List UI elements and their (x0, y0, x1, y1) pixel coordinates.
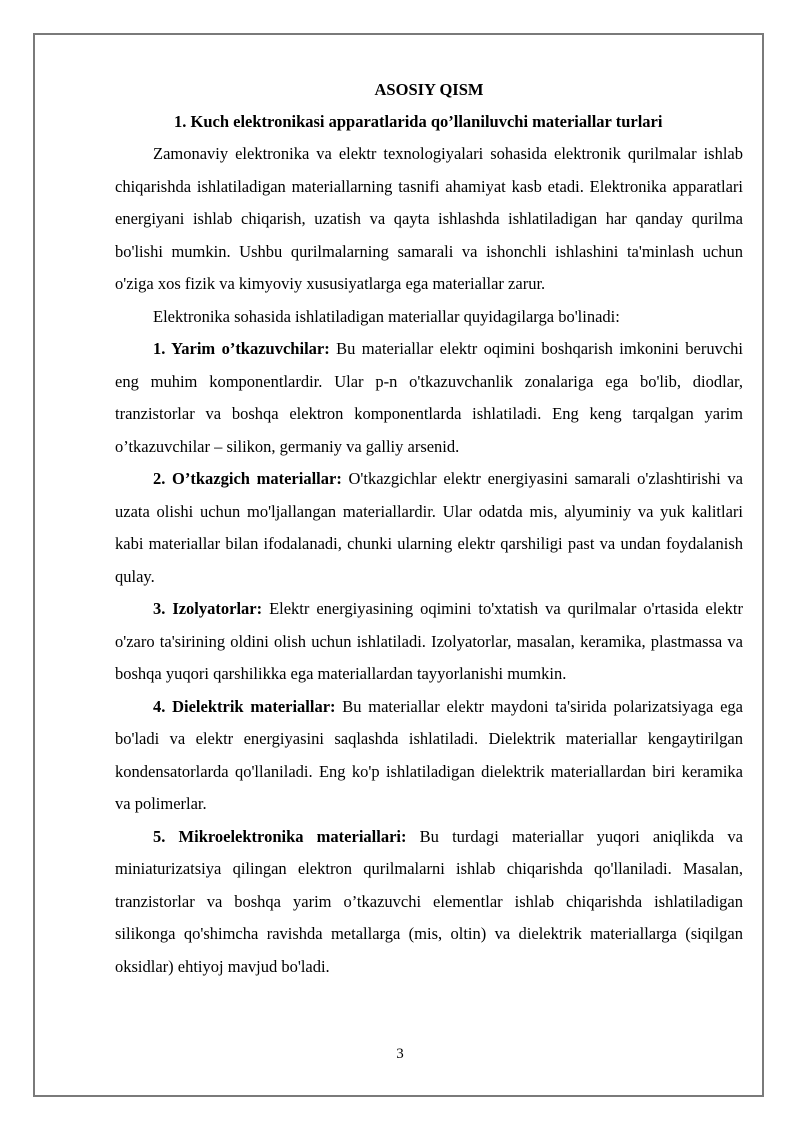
paragraph-lead: 1. Yarim o’tkazuvchilar: (153, 339, 330, 358)
paragraph-microelectronics (115, 821, 743, 984)
section-title: 1. Kuch elektronikasi apparatlarida qo’llaniluvchi materiallar turlari (174, 112, 663, 131)
paragraph-text: Zamonaviy elektronika va elektr texnologiyalari sohasida elektronik qurilmalar ishlab chiqarishda ishlatiladigan materiallarning tasnifi ahamiyat kasb etadi. Elektronika apparatlari energiyani ishlab chiqarish, uzatish va qayta ishlashda ishlatiladigan har qanday qurilma bo'lishi mumkin. Ushbu qurilmalarning samarali va ishonchli ishlashini ta'minlash uchun o'ziga xos fizik va kimyoviy xususiyatlarga ega materiallar zarur. (115, 144, 743, 293)
paragraph-dielectrics (115, 691, 743, 821)
document-body (115, 74, 743, 983)
paragraph-lead: 5. Mikroelektronika materiallari: (153, 826, 407, 846)
paragraph-text: Bu materiallar elektr maydoni ta'sirida polarizatsiyaga ega bo'ladi va elektr energiyasini saqlashda ishlatiladi. Dielektrik materiallar kengaytirilgan kondensatorlarda qo'llaniladi. Eng ko'p ishlatiladigan dielektrik materiallardan biri keramika va polimerlar. (115, 696, 743, 813)
paragraph-lead: 2. O’tkazgich materiallar: (153, 469, 342, 488)
paragraph-text: Elektr energiyasining oqimini to'xtatish va qurilmalar o'rtasida elektr o'zaro ta'sirining oldini olish uchun ishlatiladi. Izolyatorlar, masalan, keramika, plastmassa va boshqa yuqori qarshilikka ega materiallardan tayyorlanishi mumkin. (115, 599, 743, 683)
paragraph-text: Bu materiallar elektr oqimini boshqarish imkonini beruvchi eng muhim komponentlardir. Ular p-n o'tkazuvchanlik zonalariga ega bo'lib, diodlar, tranzistorlar va boshqa elektron komponentlarda ishlatiladi. Eng keng tarqalgan yarim o’tkazuvchilar – silikon, germaniy va galliy arsenid. (115, 339, 744, 456)
main-title: ASOSIY QISM (374, 80, 484, 99)
paragraph-conductors (115, 463, 743, 593)
paragraph-text: O'tkazgichlar elektr energiyasini samarali o'zlashtirishi va uzata olishi uchun mo'ljallangan materiallardir. Ular odatda mis, alyuminiy va yuk kalitlari kabi materiallar bilan ifodalanadi, chunki ularning elektr qarshiligi past va undan foydalanish qulay. (115, 469, 743, 586)
paragraph-lead: 3. Izolyatorlar: (153, 599, 263, 618)
paragraph-lead: 4. Dielektrik materiallar: (153, 696, 336, 716)
page-number: 3 (396, 1046, 404, 1062)
paragraph-intro (115, 138, 743, 301)
paragraph-classification (115, 301, 743, 334)
paragraph-semiconductors (115, 333, 743, 463)
paragraph-text: Bu turdagi materiallar yuqori aniqlikda va miniaturizatsiya qilingan elektron qurilmalarni ishlab chiqarishda qo'llaniladi. Masalan, tranzistorlar va boshqa yarim o’tkazuvchi elementlar ishlab chiqarishda ishlatiladigan silikonga qo'shimcha ravishda metallarga (mis, oltin) va dielektrik materiallarga (siqilgan oksidlar) ehtiyoj mavjud bo'ladi. (115, 826, 743, 976)
paragraph-text: Elektronika sohasida ishlatiladigan materiallar quyidagilarga bo'linadi: (153, 306, 620, 326)
paragraph-insulators (115, 593, 743, 691)
